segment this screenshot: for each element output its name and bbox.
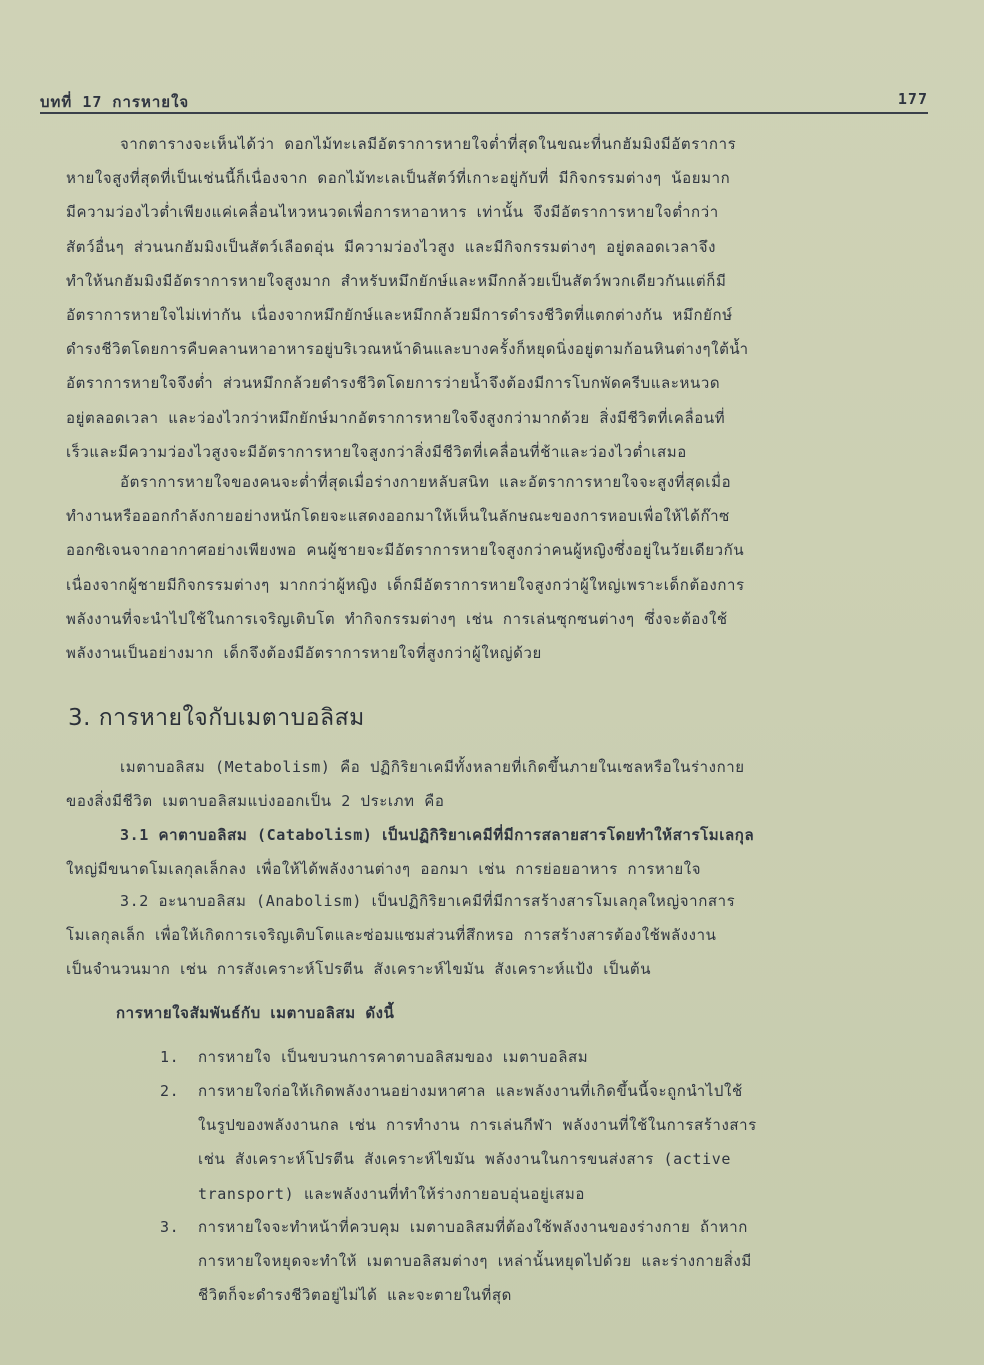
text-line: อยู่ตลอดเวลา และว่องไวกว่าหมึกยักษ์มากอัตราการหายใจจึงสูงกว่ามากด้วย สิ่งมีชีวิตที่เคลื่อนที่ [66, 408, 726, 427]
text-line: หายใจสูงที่สุดที่เป็นเช่นนี้ก็เนื่องจาก ดอกไม้ทะเลเป็นสัตว์ที่เกาะอยู่กับที่ มีกิจกรรมต่างๆ น้อยมาก [66, 169, 731, 188]
list-number: 2. [160, 1082, 180, 1100]
list-number: 3. [160, 1218, 180, 1236]
text-line: การหายใจก่อให้เกิดพลังงานอย่างมหาศาล และพลังงานที่เกิดขึ้นนี้จะถูกนำไปใช้ [198, 1082, 743, 1100]
list-text [198, 1210, 930, 1313]
relation-list-item-3 [160, 1210, 930, 1313]
text-line: ชีวิตก็จะดำรงชีวิตอยู่ไม่ได้ และจะตายในที่สุด [198, 1286, 512, 1305]
text-line: อัตราการหายใจไม่เท่ากัน เนื่องจากหมึกยักษ์และหมึกกล้วยมีการดำรงชีวิตที่แตกต่างกัน หมึกยักษ์ [66, 306, 733, 325]
text-line: เช่น สังเคราะห์โปรตีน สังเคราะห์ไขมัน พลังงานในการขนส่งสาร (active [198, 1150, 731, 1169]
text-line: transport) และพลังงานที่ทำให้ร่างกายอบอุ่นอยู่เสมอ [198, 1184, 585, 1203]
text-line: เนื่องจากผู้ชายมีกิจกรรมต่างๆ มากกว่าผู้หญิง เด็กมีอัตราการหายใจสูงกว่าผู้ใหญ่เพราะเด็กต้องการ [66, 575, 745, 594]
text-line: พลังงานเป็นอย่างมาก เด็กจึงต้องมีอัตราการหายใจที่สูงกว่าผู้ใหญ่ด้วย [66, 644, 542, 663]
text-line: ทำงานหรือออกกำลังกายอย่างหนักโดยจะแสดงออกมาให้เห็นในลักษณะของการหอบเพื่อให้ได้ก๊าซ [66, 507, 730, 526]
paragraph-metabolism-definition [66, 750, 928, 818]
paragraph-human-respiration [66, 465, 928, 670]
list-text [198, 1040, 930, 1074]
text-line: เป็นจำนวนมาก เช่น การสังเคราะห์โปรตีน สังเคราะห์ไขมัน สังเคราะห์แป้ง เป็นต้น [66, 960, 652, 979]
text-line: โมเลกุลเล็ก เพื่อให้เกิดการเจริญเติบโตและซ่อมแซมส่วนที่สึกหรอ การสร้างสารต้องใช้พลังงาน [66, 926, 717, 945]
paragraph-respiration-rates [66, 127, 928, 469]
text-line: ใหญ่มีขนาดโมเลกุลเล็กลง เพื่อให้ได้พลังงานต่างๆ ออกมา เช่น การย่อยอาหาร การหายใจ [66, 860, 702, 879]
text-line: พลังงานที่จะนำไปใช้ในการเจริญเติบโต ทำกิจกรรมต่างๆ เช่น การเล่นซุกซนต่างๆ ซึ่งจะต้องใช้ [66, 609, 728, 628]
text-line: ในรูปของพลังงานกล เช่น การทำงาน การเล่นกีฬา พลังงานที่ใช้ในการสร้างสาร [198, 1116, 757, 1135]
text-line: 3.1 คาตาบอลิสม (Catabolism) เป็นปฏิกิริยาเคมีที่มีการสลายสารโดยทำให้สารโมเลกุล [120, 826, 755, 844]
paragraph-catabolism [66, 818, 928, 886]
paragraph-anabolism [66, 884, 928, 987]
relation-heading [116, 996, 916, 1030]
chapter-title: บทที่ 17 การหายใจ [40, 93, 190, 111]
text-line: อัตราการหายใจจึงต่ำ ส่วนหมึกกล้วยดำรงชีวิตโดยการว่ายน้ำจึงต้องมีการโบกพัดครีบและหนวด [66, 374, 721, 393]
section-heading: 3. การหายใจกับเมตาบอลิสม [68, 705, 365, 731]
text-line: เมตาบอลิสม (Metabolism) คือ ปฏิกิริยาเคมีทั้งหลายที่เกิดขึ้นภายในเซลหรือในร่างกาย [120, 758, 745, 776]
page-header [40, 90, 928, 114]
text-line: เร็วและมีความว่องไวสูงจะมีอัตราการหายใจสูงกว่าสิ่งมีชีวิตที่เคลื่อนที่ช้าและว่องไวต่ำเสมอ [66, 442, 687, 461]
text-line: 3.2 อะนาบอลิสม (Anabolism) เป็นปฏิกิริยาเคมีที่มีการสร้างสารโมเลกุลใหญ่จากสาร [120, 892, 736, 910]
text-line: สัตว์อื่นๆ ส่วนนกฮัมมิงเป็นสัตว์เลือดอุ่น มีความว่องไวสูง และมีกิจกรรมต่างๆ อยู่ตลอดเวลาจึง [66, 237, 717, 256]
relation-list-item-1 [160, 1040, 930, 1074]
text-line: ดำรงชีวิตโดยการคืบคลานหาอาหารอยู่บริเวณหน้าดินและบางครั้งก็หยุดนิ่งอยู่ตามก้อนหินต่างๆใต้น้ำ [66, 340, 749, 359]
text-line: การหายใจ เป็นขบวนการคาตาบอลิสมของ เมตาบอลิสม [198, 1048, 589, 1066]
text-line: การหายใจหยุดจะทำให้ เมตาบอลิสมต่างๆ เหล่านั้นหยุดไปด้วย และร่างกายสิ่งมี [198, 1252, 752, 1271]
relation-list-item-2 [160, 1074, 930, 1211]
text-line: ของสิ่งมีชีวิต เมตาบอลิสมแบ่งออกเป็น 2 ประเภท คือ [66, 792, 445, 811]
text-line: การหายใจสัมพันธ์กับ เมตาบอลิสม ดังนี้ [116, 1004, 395, 1022]
text-line: อัตราการหายใจของคนจะต่ำที่สุดเมื่อร่างกายหลับสนิท และอัตราการหายใจจะสูงที่สุดเมื่อ [120, 473, 732, 491]
text-line: การหายใจจะทำหน้าที่ควบคุม เมตาบอลิสมที่ต้องใช้พลังงานของร่างกาย ถ้าหาก [198, 1218, 748, 1236]
list-text [198, 1074, 930, 1211]
text-line: จากตารางจะเห็นได้ว่า ดอกไม้ทะเลมีอัตราการหายใจต่ำที่สุดในขณะที่นกฮัมมิงมีอัตราการ [120, 135, 737, 153]
header-rule [40, 112, 928, 114]
page-number: 177 [897, 90, 928, 108]
text-line: มีความว่องไวต่ำเพียงแค่เคลื่อนไหวหนวดเพื่อการหาอาหาร เท่านั้น จึงมีอัตราการหายใจต่ำกว่า [66, 203, 719, 222]
text-line: ออกซิเจนจากอากาศอย่างเพียงพอ คนผู้ชายจะมีอัตราการหายใจสูงกว่าคนผู้หญิงซึ่งอยู่ในวัยเดียวกัน [66, 541, 745, 560]
list-number: 1. [160, 1048, 180, 1066]
text-line: ทำให้นกฮัมมิงมีอัตราการหายใจสูงมาก สำหรับหมึกยักษ์และหมึกกล้วยเป็นสัตว์พวกเดียวกันแต่ก็มี [66, 271, 727, 290]
